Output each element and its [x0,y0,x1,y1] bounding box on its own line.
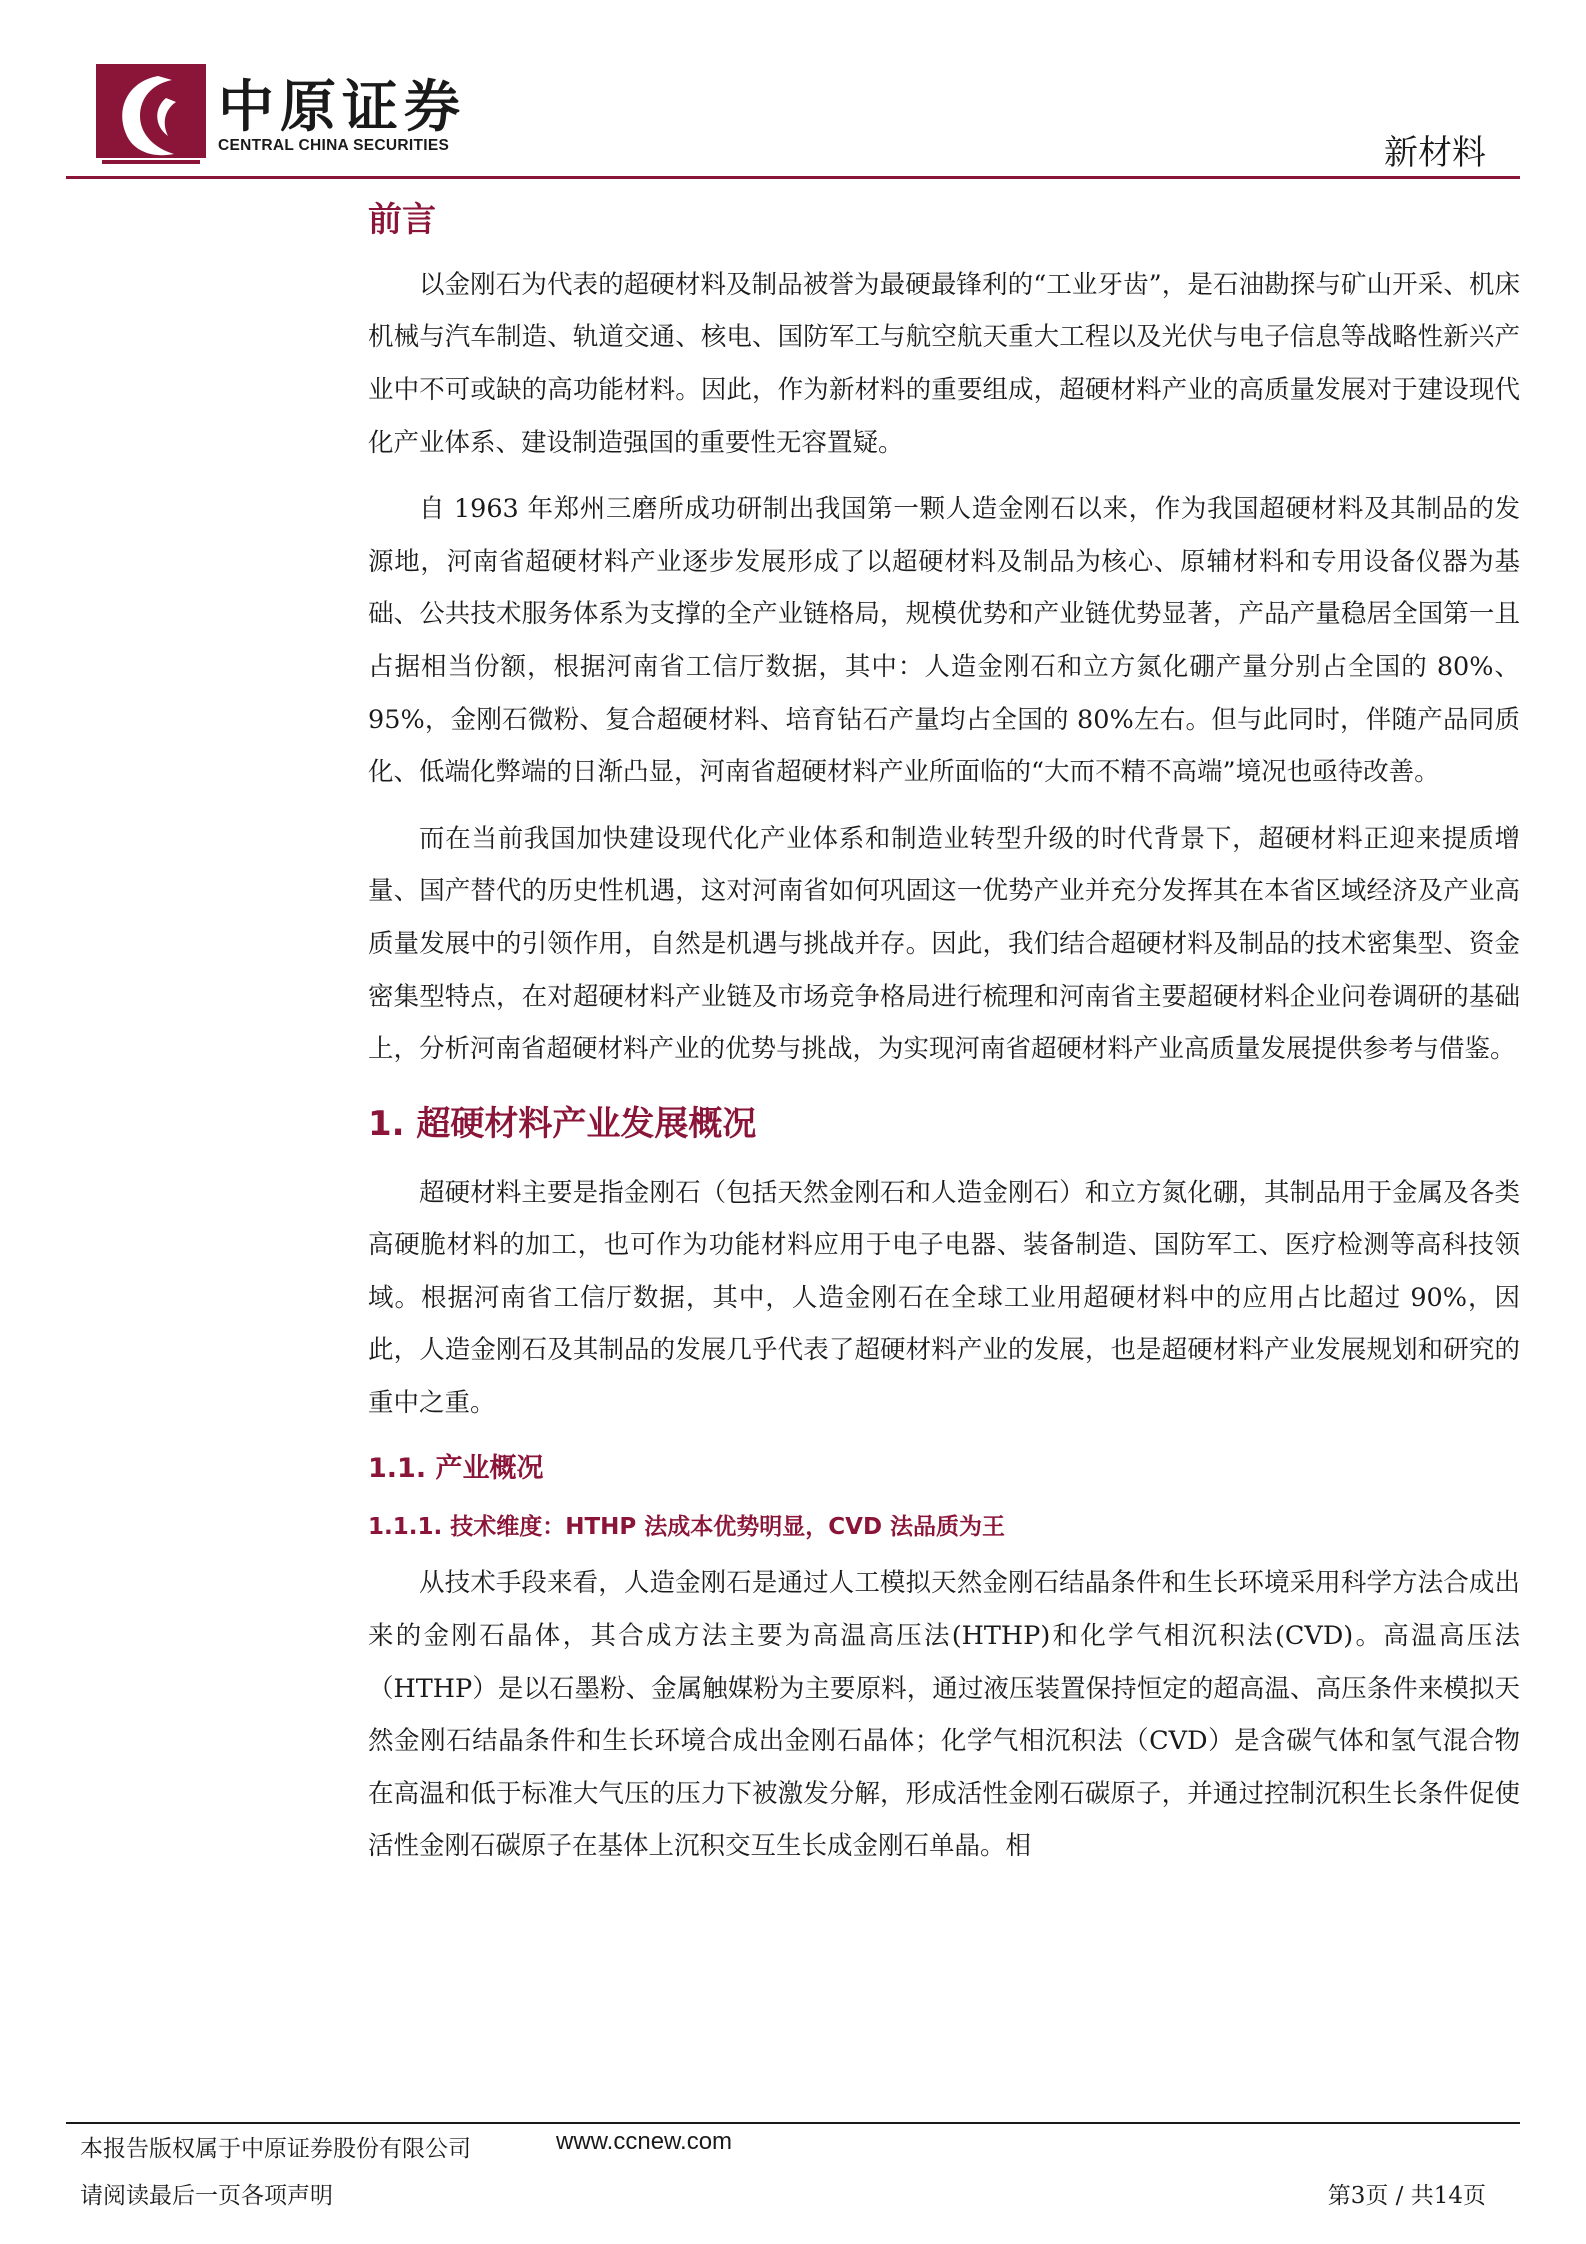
page-header [0,0,1586,180]
report-category: 新材料 [1384,133,1486,173]
company-logo-icon [96,64,206,168]
footer-copyright: 本报告版权属于中原证券股份有限公司 [80,2136,471,2162]
preface-paragraph-2: 自 1963 年郑州三磨所成功研制出我国第一颗人造金刚石以来，作为我国超硬材料及其制品的发源地，河南省超硬材料产业逐步发展形成了以超硬材料及制品为核心、原辅材料和专用设备仪器为基础、公共技术服务体系为支撑的全产业链格局，规模优势和产业链优势显著，产品产量稳居全国第一且占据相当份额，根据河南省工信厅数据，其中：人造金刚石和立方氮化硼产量分别占全国的 80%、95%，金刚石微粉、复合超硬材料、培育钻石产量均占全国的 80%左右。但与此同时，伴随产品同质化、低端化弊端的日渐凸显，河南省超硬材料产业所面临的“大而不精不高端”境况也亟待改善。 [368,494,1520,788]
logo-english-name: CENTRAL CHINA SECURITIES [218,137,450,154]
section-1-heading: 1. 超硬材料产业发展概况 [368,1103,757,1144]
page-number: 第3页 / 共14页 [1327,2183,1486,2209]
section-1-1-1-heading: 1.1.1. 技术维度：HTHP 法成本优势明显，CVD 法品质为王 [368,1513,1006,1540]
footer-divider [66,2122,1520,2124]
preface-paragraph-3: 而在当前我国加快建设现代化产业体系和制造业转型升级的时代背景下，超硬材料正迎来提质增量、国产替代的历史性机遇，这对河南省如何巩固这一优势产业并充分发挥其在本省区域经济及产业高质量发展中的引领作用，自然是机遇与挑战并存。因此，我们结合超硬材料及制品的技术密集型、资金密集型特点，在对超硬材料产业链及市场竞争格局进行梳理和河南省主要超硬材料企业问卷调研的基础上，分析河南省超硬材料产业的优势与挑战，为实现河南省超硬材料产业高质量发展提供参考与借鉴。 [368,823,1520,1065]
preface-heading: 前言 [368,200,436,240]
header-divider [66,176,1520,179]
section-1-1-heading: 1.1. 产业概况 [368,1453,544,1485]
footer-disclaimer: 请阅读最后一页各项声明 [80,2183,333,2209]
report-body [368,196,1520,1873]
section-1-1-1-paragraph: 从技术手段来看，人造金刚石是通过人工模拟天然金刚石结晶条件和生长环境采用科学方法合成出来的金刚石晶体，其合成方法主要为高温高压法(HTHP)和化学气相沉积法(CVD)。高温高压法（HTHP）是以石墨粉、金属触媒粉为主要原料，通过液压装置保持恒定的超高温、高压条件来模拟天然金刚石结晶条件和生长环境合成出金刚石晶体；化学气相沉积法（CVD）是含碳气体和氢气混合物在高温和低于标准大气压的压力下被激发分解，形成活性金刚石碳原子，并通过控制沉积生长条件促使活性金刚石碳原子在基体上沉积交互生长成金刚石单晶。相 [368,1568,1520,1862]
section-1-paragraph: 超硬材料主要是指金刚石（包括天然金刚石和人造金刚石）和立方氮化硼，其制品用于金属及各类高硬脆材料的加工，也可作为功能材料应用于电子电器、装备制造、国防军工、医疗检测等高科技领域。根据河南省工信厅数据，其中，人造金刚石在全球工业用超硬材料中的应用占比超过 90%，因此，人造金刚石及其制品的发展几乎代表了超硬材料产业的发展，也是超硬材料产业发展规划和研究的重中之重。 [368,1177,1520,1418]
footer-website-link[interactable]: www.ccnew.com [556,2128,733,2155]
logo-chinese-name: 中原证券 [218,75,466,140]
preface-paragraph-1: 以金刚石为代表的超硬材料及制品被誉为最硬最锋利的“工业牙齿”，是石油勘探与矿山开采、机床机械与汽车制造、轨道交通、核电、国防军工与航空航天重大工程以及光伏与电子信息等战略性新兴产业中不可或缺的高功能材料。因此，作为新材料的重要组成，超硬材料产业的高质量发展对于建设现代化产业体系、建设制造强国的重要性无容置疑。 [368,269,1520,458]
